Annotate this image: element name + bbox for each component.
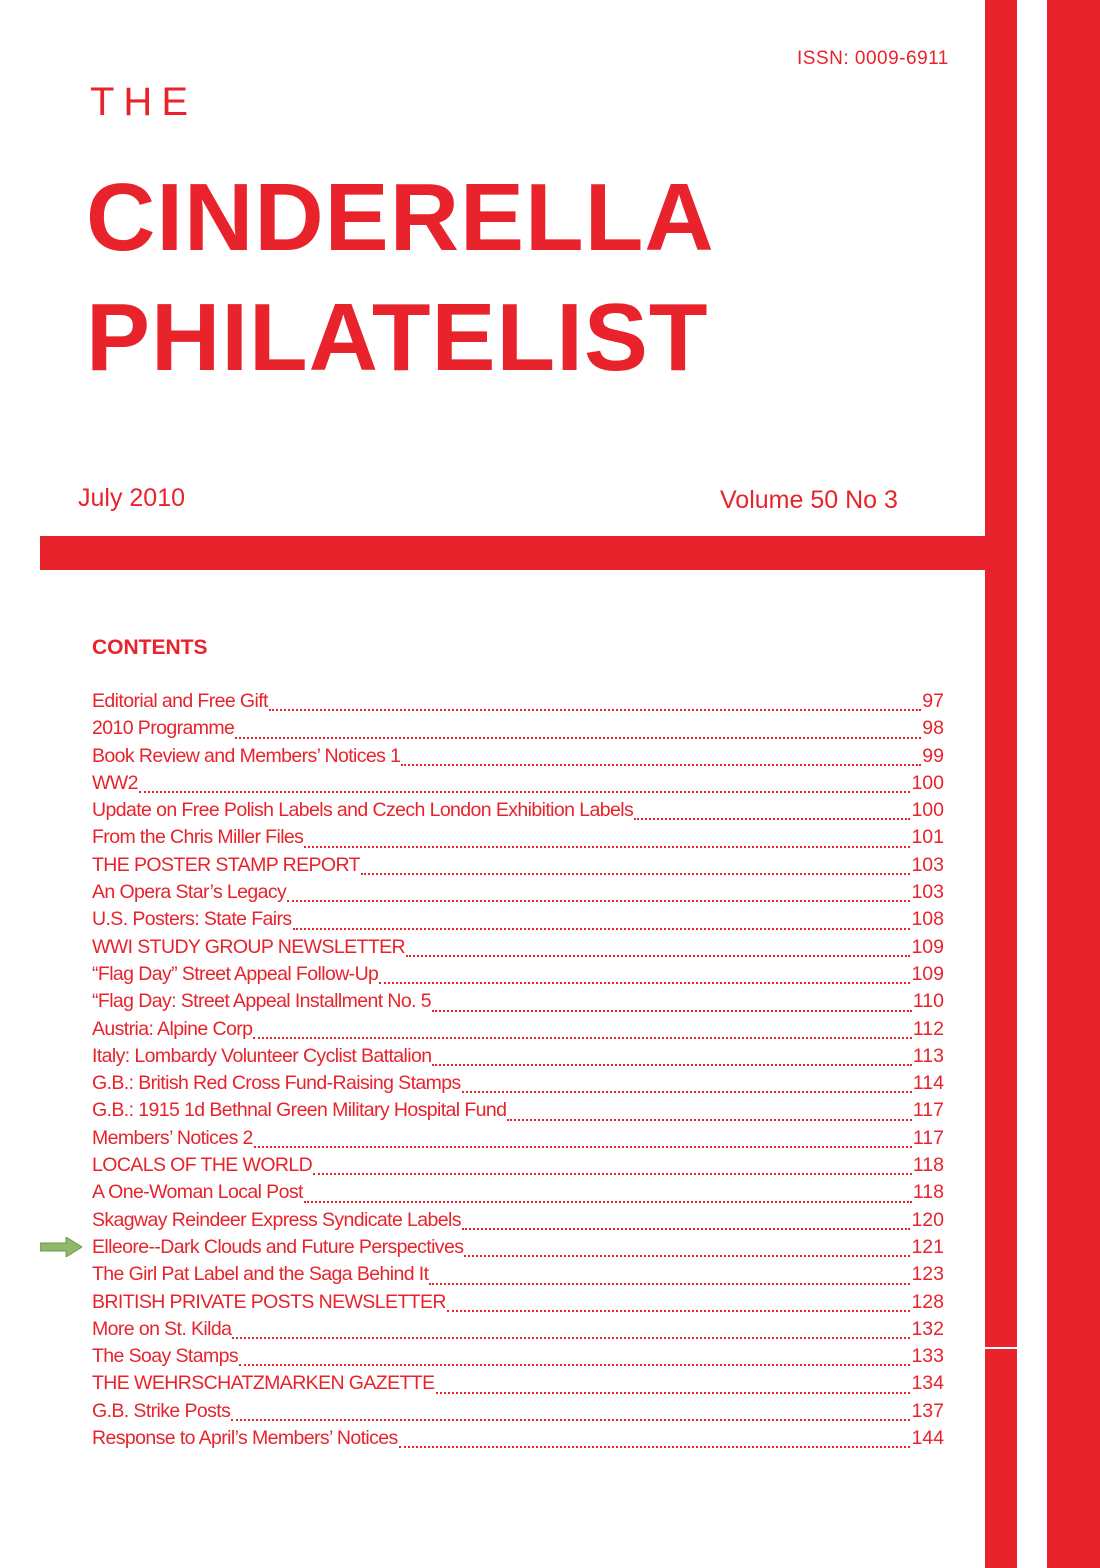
contents-item-leader-dots — [464, 1255, 910, 1257]
contents-item-leader-dots — [406, 955, 910, 957]
contents-heading: CONTENTS — [92, 636, 208, 659]
contents-item-leader-dots — [379, 982, 910, 984]
contents-item-title: The Soay Stamps — [92, 1345, 238, 1368]
contents-item-page: 120 — [911, 1208, 944, 1231]
contents-item[interactable] — [92, 1372, 944, 1399]
contents-item-leader-dots — [634, 818, 910, 820]
contents-item-page: 117 — [912, 1099, 944, 1122]
contents-item-page: 108 — [911, 908, 944, 931]
contents-item-page: 117 — [912, 1126, 944, 1149]
contents-item[interactable] — [92, 1263, 944, 1290]
contents-item-page: 103 — [911, 881, 944, 904]
contents-item-title: U.S. Posters: State Fairs — [92, 908, 292, 931]
contents-item[interactable] — [92, 1045, 944, 1072]
issue-date: July 2010 — [78, 484, 186, 512]
contents-item-title: An Opera Star’s Legacy — [92, 881, 287, 904]
contents-item-title: Italy: Lombardy Volunteer Cyclist Battalion — [92, 1044, 432, 1067]
contents-item-leader-dots — [432, 1010, 912, 1012]
contents-item-title: “Flag Day” Street Appeal Follow-Up — [92, 962, 379, 985]
contents-item[interactable] — [92, 772, 944, 799]
magazine-title-line-1: CINDERELLA — [86, 164, 715, 271]
arrow-right-icon — [40, 1237, 82, 1257]
contents-item-title: Members’ Notices 2 — [92, 1126, 253, 1149]
contents-item-title: Response to April’s Members’ Notices — [92, 1427, 398, 1450]
contents-item-title: From the Chris Miller Files — [92, 826, 304, 849]
contents-item[interactable] — [92, 1072, 944, 1099]
contents-item-page: 133 — [911, 1345, 944, 1368]
contents-item-page: 144 — [911, 1427, 944, 1450]
contents-item-title: Book Review and Members’ Notices 1 — [92, 744, 401, 767]
contents-item-leader-dots — [304, 846, 910, 848]
contents-item-page: 118 — [912, 1154, 944, 1177]
contents-item-leader-dots — [313, 1173, 912, 1175]
contents-item-page: 123 — [911, 1263, 944, 1286]
contents-item-leader-dots — [432, 1064, 911, 1066]
contents-item-title: THE WEHRSCHATZMARKEN GAZETTE — [92, 1372, 435, 1395]
contents-item-leader-dots — [254, 1146, 912, 1148]
contents-item-page: 132 — [911, 1317, 944, 1340]
contents-item-page: 101 — [911, 826, 944, 849]
contents-item-title: More on St. Kilda — [92, 1317, 232, 1340]
contents-item-page: 109 — [911, 935, 944, 958]
contents-item-page: 112 — [912, 1017, 944, 1040]
issue-volume: Volume 50 No 3 — [720, 486, 898, 514]
contents-item-leader-dots — [287, 900, 910, 902]
contents-item-leader-dots — [429, 1283, 910, 1285]
contents-item-leader-dots — [462, 1228, 911, 1230]
contents-item-leader-dots — [231, 1419, 910, 1421]
contents-item-title: Elleore--Dark Clouds and Future Perspectives — [92, 1235, 464, 1258]
contents-item[interactable] — [92, 936, 944, 963]
issn-number: ISSN: 0009-6911 — [797, 48, 949, 69]
contents-item-page: 128 — [911, 1290, 944, 1313]
contents-item[interactable] — [92, 826, 944, 853]
contents-item-leader-dots — [304, 1201, 912, 1203]
contents-item[interactable] — [92, 881, 944, 908]
contents-item-leader-dots — [507, 1119, 912, 1121]
contents-item[interactable] — [92, 854, 944, 881]
contents-item[interactable] — [92, 1127, 944, 1154]
contents-item-title: Editorial and Free Gift — [92, 690, 268, 712]
contents-item-leader-dots — [401, 764, 921, 766]
contents-item-leader-dots — [232, 1337, 910, 1339]
contents-item-title: The Girl Pat Label and the Saga Behind It — [92, 1263, 429, 1286]
contents-item[interactable] — [92, 1099, 944, 1126]
magazine-title-line-2: PHILATELIST — [86, 284, 709, 391]
contents-item-title: WWI STUDY GROUP NEWSLETTER — [92, 935, 406, 958]
contents-item-page: 103 — [911, 853, 944, 876]
contents-item[interactable] — [92, 1400, 944, 1427]
contents-item-title: A One-Woman Local Post — [92, 1181, 303, 1204]
contents-item[interactable] — [92, 690, 944, 717]
contents-item-title: Update on Free Polish Labels and Czech London Exhibition Labels — [92, 799, 634, 822]
contents-item-page: 109 — [911, 962, 944, 985]
contents-item[interactable] — [92, 1209, 944, 1236]
contents-item[interactable] — [92, 1236, 944, 1263]
contents-item-page: 100 — [911, 771, 944, 794]
contents-list — [92, 690, 944, 1454]
contents-item-leader-dots — [239, 1364, 910, 1366]
vertical-bar-divider — [985, 1347, 1017, 1349]
contents-item[interactable] — [92, 1018, 944, 1045]
contents-item-title: WW2 — [92, 771, 138, 794]
contents-item-page: 97 — [922, 690, 944, 712]
contents-item-leader-dots — [399, 1446, 911, 1448]
contents-item[interactable] — [92, 799, 944, 826]
contents-item-page: 99 — [922, 744, 944, 767]
contents-item[interactable] — [92, 1318, 944, 1345]
contents-item-title: Austria: Alpine Corp — [92, 1017, 253, 1040]
contents-item[interactable] — [92, 1291, 944, 1318]
contents-item-page: 100 — [911, 799, 944, 822]
title-prefix: THE — [90, 80, 197, 124]
contents-item[interactable] — [92, 908, 944, 935]
horizontal-divider-bar — [40, 536, 985, 570]
contents-item-leader-dots — [462, 1091, 912, 1093]
contents-item-title: 2010 Programme — [92, 717, 235, 740]
contents-item-title: THE POSTER STAMP REPORT — [92, 853, 360, 876]
contents-item[interactable] — [92, 717, 944, 744]
contents-item-title: LOCALS OF THE WORLD — [92, 1154, 313, 1177]
contents-item-leader-dots — [269, 709, 921, 711]
right-vertical-bar-outer — [1047, 0, 1100, 1568]
contents-item[interactable] — [92, 1427, 944, 1454]
contents-item[interactable] — [92, 1154, 944, 1181]
contents-item[interactable] — [92, 963, 944, 990]
contents-item-leader-dots — [361, 873, 911, 875]
right-vertical-bar-inner — [985, 0, 1017, 1568]
contents-item-page: 98 — [922, 717, 944, 740]
contents-item-title: “Flag Day: Street Appeal Installment No. 5 — [92, 990, 431, 1013]
contents-item-page: 134 — [911, 1372, 944, 1395]
contents-item[interactable] — [92, 745, 944, 772]
contents-item-leader-dots — [235, 737, 921, 739]
contents-item-leader-dots — [139, 791, 911, 793]
contents-item[interactable] — [92, 1181, 944, 1208]
contents-item-title: G.B.: 1915 1d Bethnal Green Military Hospital Fund — [92, 1099, 507, 1122]
contents-item-page: 110 — [912, 990, 944, 1013]
contents-item-title: BRITISH PRIVATE POSTS NEWSLETTER — [92, 1290, 446, 1313]
contents-item-leader-dots — [253, 1037, 912, 1039]
contents-item-leader-dots — [447, 1310, 911, 1312]
contents-item-page: 118 — [912, 1181, 944, 1204]
contents-item[interactable] — [92, 1345, 944, 1372]
contents-item-page: 114 — [912, 1072, 944, 1095]
contents-item-leader-dots — [293, 928, 911, 930]
contents-item[interactable] — [92, 990, 944, 1017]
contents-item-page: 121 — [911, 1235, 944, 1258]
contents-item-page: 113 — [912, 1044, 944, 1067]
contents-item-title: G.B.: British Red Cross Fund-Raising Stamps — [92, 1072, 461, 1095]
contents-item-title: G.B. Strike Posts — [92, 1399, 231, 1422]
contents-item-title: Skagway Reindeer Express Syndicate Labels — [92, 1208, 461, 1231]
contents-item-leader-dots — [436, 1392, 911, 1394]
contents-item-page: 137 — [911, 1399, 944, 1422]
